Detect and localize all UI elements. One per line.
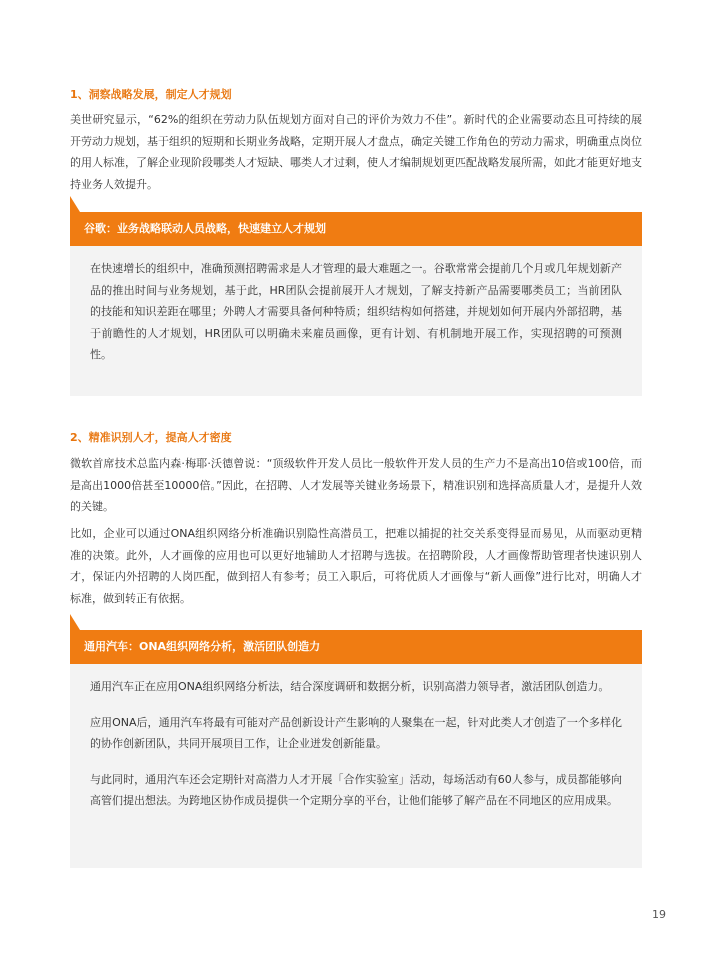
page-number: 19 (652, 908, 666, 921)
case-box-gm (70, 630, 642, 868)
section-1-title: 1、洞察战略发展，制定人才规划 (70, 88, 232, 101)
case-header-gm-text: 通用汽车：ONA组织网络分析，激活团队创造力 (84, 640, 321, 653)
case-header-gm (70, 630, 642, 664)
case-box-google (70, 212, 642, 396)
section-2-title: 2、精准识别人才，提高人才密度 (70, 431, 232, 444)
case-body-google (70, 246, 642, 382)
section-2-paragraph-2: 比如，企业可以通过ONA组织网络分析准确识别隐性高潜员工，把难以捕捉的社交关系变得显而易见，从而驱动更精准的决策。此外，人才画像的应用也可以更好地辅助人才招聘与选拔。在招聘阶段，人才画像帮助管理者快速识别人才，保证内外招聘的人岗匹配，做到招人有参考；员工入职后，可将优质人才画像与“新人画像”进行比对，明确人才标准，做到转正有依据。 (70, 527, 642, 605)
case-gm-paragraph-2: 应用ONA后，通用汽车将最有可能对产品创新设计产生影响的人聚集在一起，针对此类人才创造了一个多样化的协作创新团队，共同开展项目工作，让企业迸发创新能量。 (90, 715, 622, 750)
case-google-paragraph: 在快速增长的组织中，准确预测招聘需求是人才管理的最大难题之一。谷歌常常会提前几个月或几年规划新产品的推出时间与业务规划，基于此，HR团队会提前展开人才规划，了解支持新产品需要哪类员工；当前团队的技能和知识差距在哪里；外聘人才需要具备何种特质；组织结构如何搭建，并规划如何开展内外部招聘，基于前瞻性的人才规划，HR团队可以明确未来雇员画像，更有计划、有机制地开展工作，实现招聘的可预测性。 (90, 262, 622, 361)
case-header-google (70, 212, 642, 246)
header-tab-shape (70, 196, 80, 212)
case-gm-paragraph-1: 通用汽车正在应用ONA组织网络分析法，结合深度调研和数据分析，识别高潜力领导者，激活团队创造力。 (90, 680, 610, 693)
case-body-gm (70, 664, 642, 828)
case-gm-paragraph-3: 与此同时，通用汽车还会定期针对高潜力人才开展「合作实验室」活动，每场活动有60人参与，成员都能够向高管们提出想法。为跨地区协作成员提供一个定期分享的平台，让他们能够了解产品在不同地区的应用成果。 (90, 772, 622, 807)
section-1-paragraph: 美世研究显示，“62%的组织在劳动力队伍规划方面对自己的评价为效力不佳”。新时代的企业需要动态且可持续的展开劳动力规划，基于组织的短期和长期业务战略，定期开展人才盘点，确定关键工作角色的劳动力需求，明确重点岗位的用人标准，了解企业现阶段哪类人才短缺、哪类人才过剩，使人才编制规划更匹配战略发展所需，如此才能更好地支持业务人效提升。 (70, 113, 642, 191)
case-header-google-text: 谷歌：业务战略联动人员战略，快速建立人才规划 (84, 222, 326, 235)
header-tab-shape (70, 614, 80, 630)
section-2-paragraph-1: 微软首席技术总监内森·梅耶·沃德曾说：“顶级软件开发人员比一般软件开发人员的生产力不是高出10倍或100倍，而是高出1000倍甚至10000倍。”因此，在招聘、人才发展等关键业务场景下，精准识别和选择高质量人才，是提升人效的关键。 (70, 457, 642, 513)
